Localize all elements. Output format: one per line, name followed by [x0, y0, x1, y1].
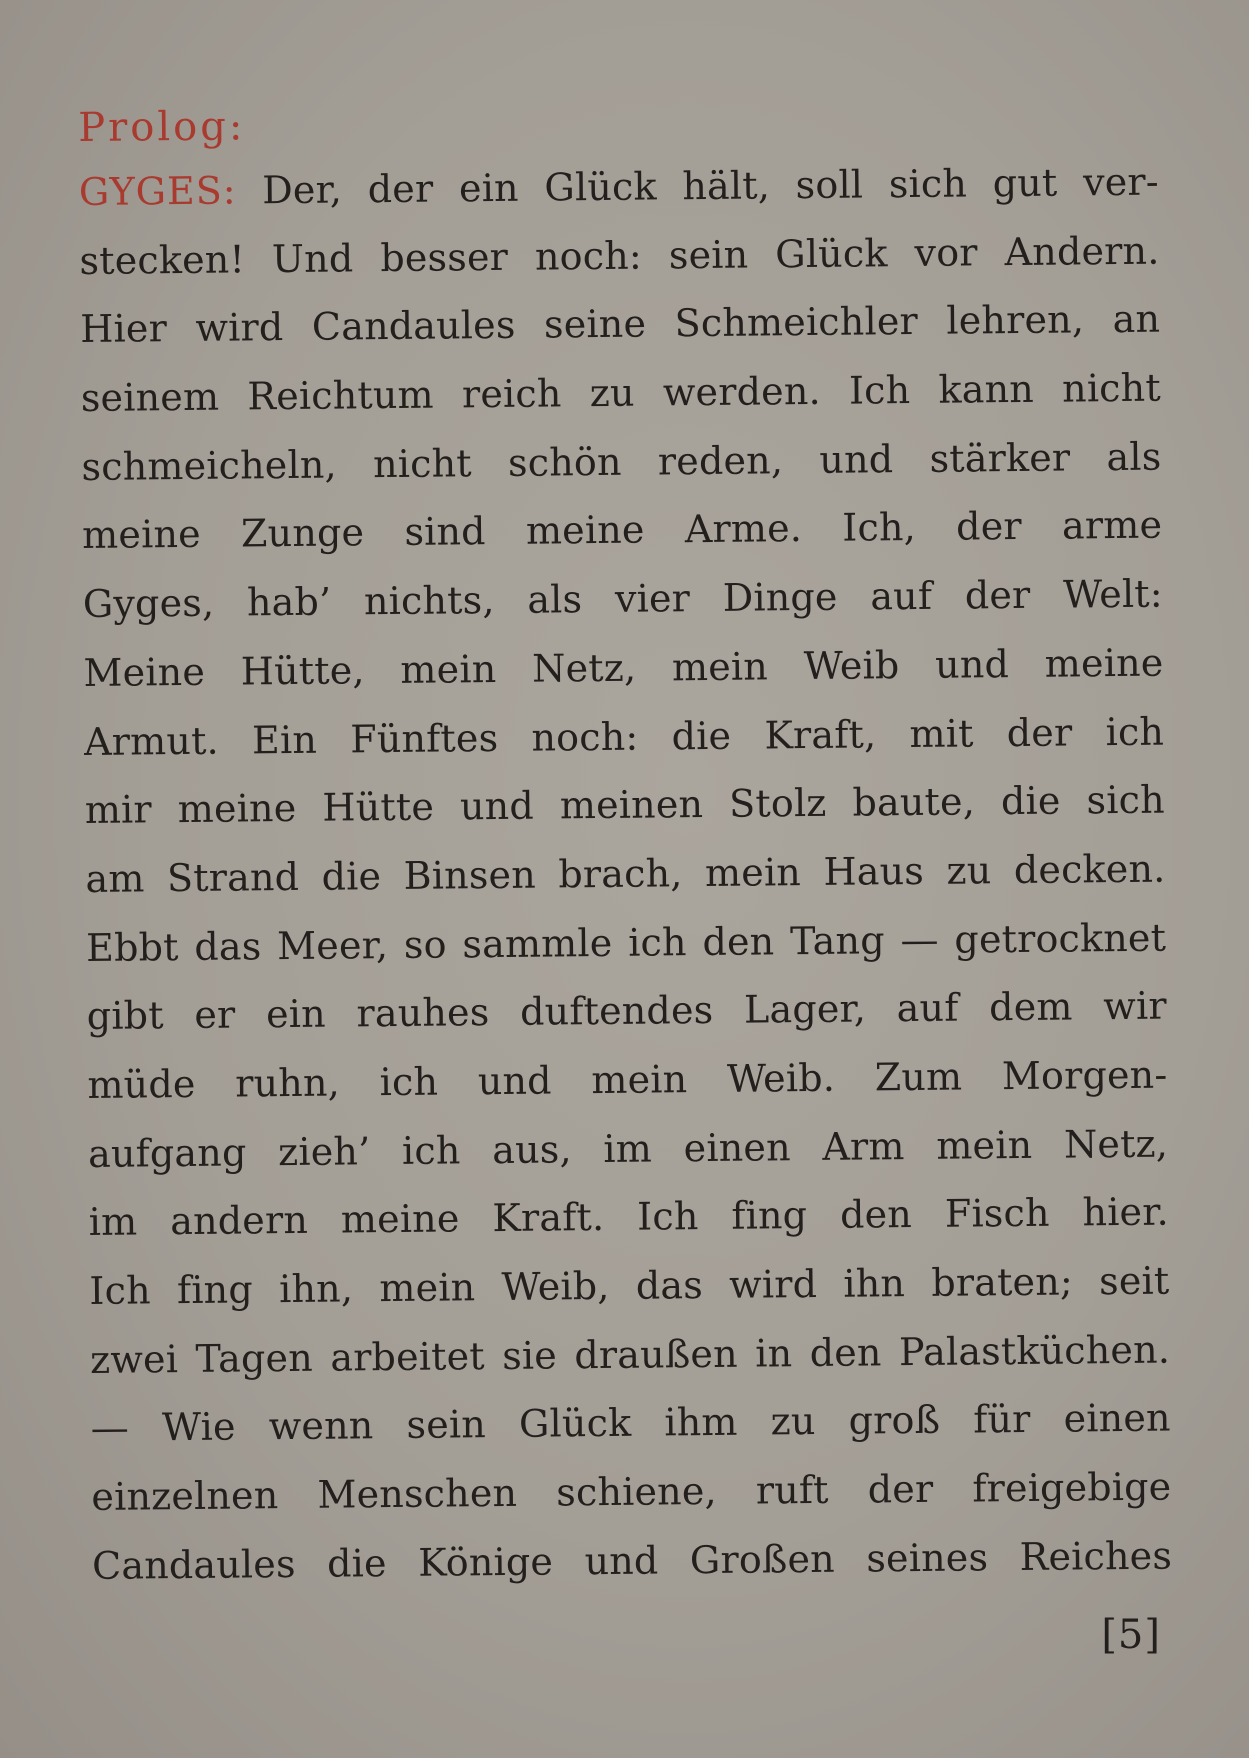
- text-line-18: zwei Tagen arbeitet sie draußen in den Palastküchen.: [89, 1327, 1171, 1382]
- text-line-14: müde ruhn, ich und mein Weib. Zum Morgen-: [87, 1052, 1168, 1107]
- prolog-heading: Prolog:: [78, 103, 246, 151]
- text-line-1: [79, 148, 1160, 227]
- text-line-4: seinem Reichtum reich zu werden. Ich kann nicht: [80, 365, 1162, 421]
- text-line-19: — Wie wenn sein Glück ihm zu groß für einen: [90, 1395, 1171, 1451]
- text-line-21: Candaules die Könige und Großen seines Reiches: [91, 1533, 1173, 1588]
- page-number: [5]: [1101, 1612, 1161, 1658]
- text-line-17: Ich fing ihn, mein Weib, das wird ihn braten; seit: [89, 1258, 1170, 1313]
- text-line-13: gibt er ein rauhes duftendes Lager, auf dem wir: [86, 983, 1167, 1039]
- text-line-7: Gyges, hab’ nichts, als vier Dinge auf der Welt:: [82, 571, 1164, 627]
- text-line-11: am Strand die Binsen brach, mein Haus zu decken.: [85, 846, 1166, 901]
- text-line-3: Hier wird Candaules seine Schmeichler lehren, an: [79, 296, 1161, 352]
- line-text: Der, der ein Glück hält, soll sich gut ver-: [262, 159, 1160, 213]
- text-line-10: mir meine Hütte und meinen Stolz baute, die sich: [84, 777, 1165, 833]
- speaker-label: GYGES:: [78, 168, 237, 214]
- text-line-12: Ebbt das Meer, so sammle ich den Tang — getrocknet: [85, 915, 1167, 970]
- text-line-8: Meine Hütte, mein Netz, mein Weib und meine: [83, 640, 1164, 695]
- text-line-15: aufgang zieh’ ich aus, im einen Arm mein Netz,: [87, 1121, 1169, 1176]
- text-line-16: im andern meine Kraft. Ich fing den Fisch hier.: [88, 1189, 1169, 1245]
- text-line-9: Armut. Ein Fünftes noch: die Kraft, mit der ich: [83, 709, 1165, 764]
- text-line-5: schmeicheln, nicht schön reden, und stärker als: [81, 434, 1162, 489]
- text-line-20: einzelnen Menschen schiene, ruft der freigebige: [91, 1464, 1172, 1519]
- text-line-2: stecken! Und besser noch: sein Glück vor Andern.: [79, 228, 1160, 283]
- text-block: [78, 90, 1172, 1601]
- text-line-6: meine Zunge sind meine Arme. Ich, der arme: [81, 503, 1163, 558]
